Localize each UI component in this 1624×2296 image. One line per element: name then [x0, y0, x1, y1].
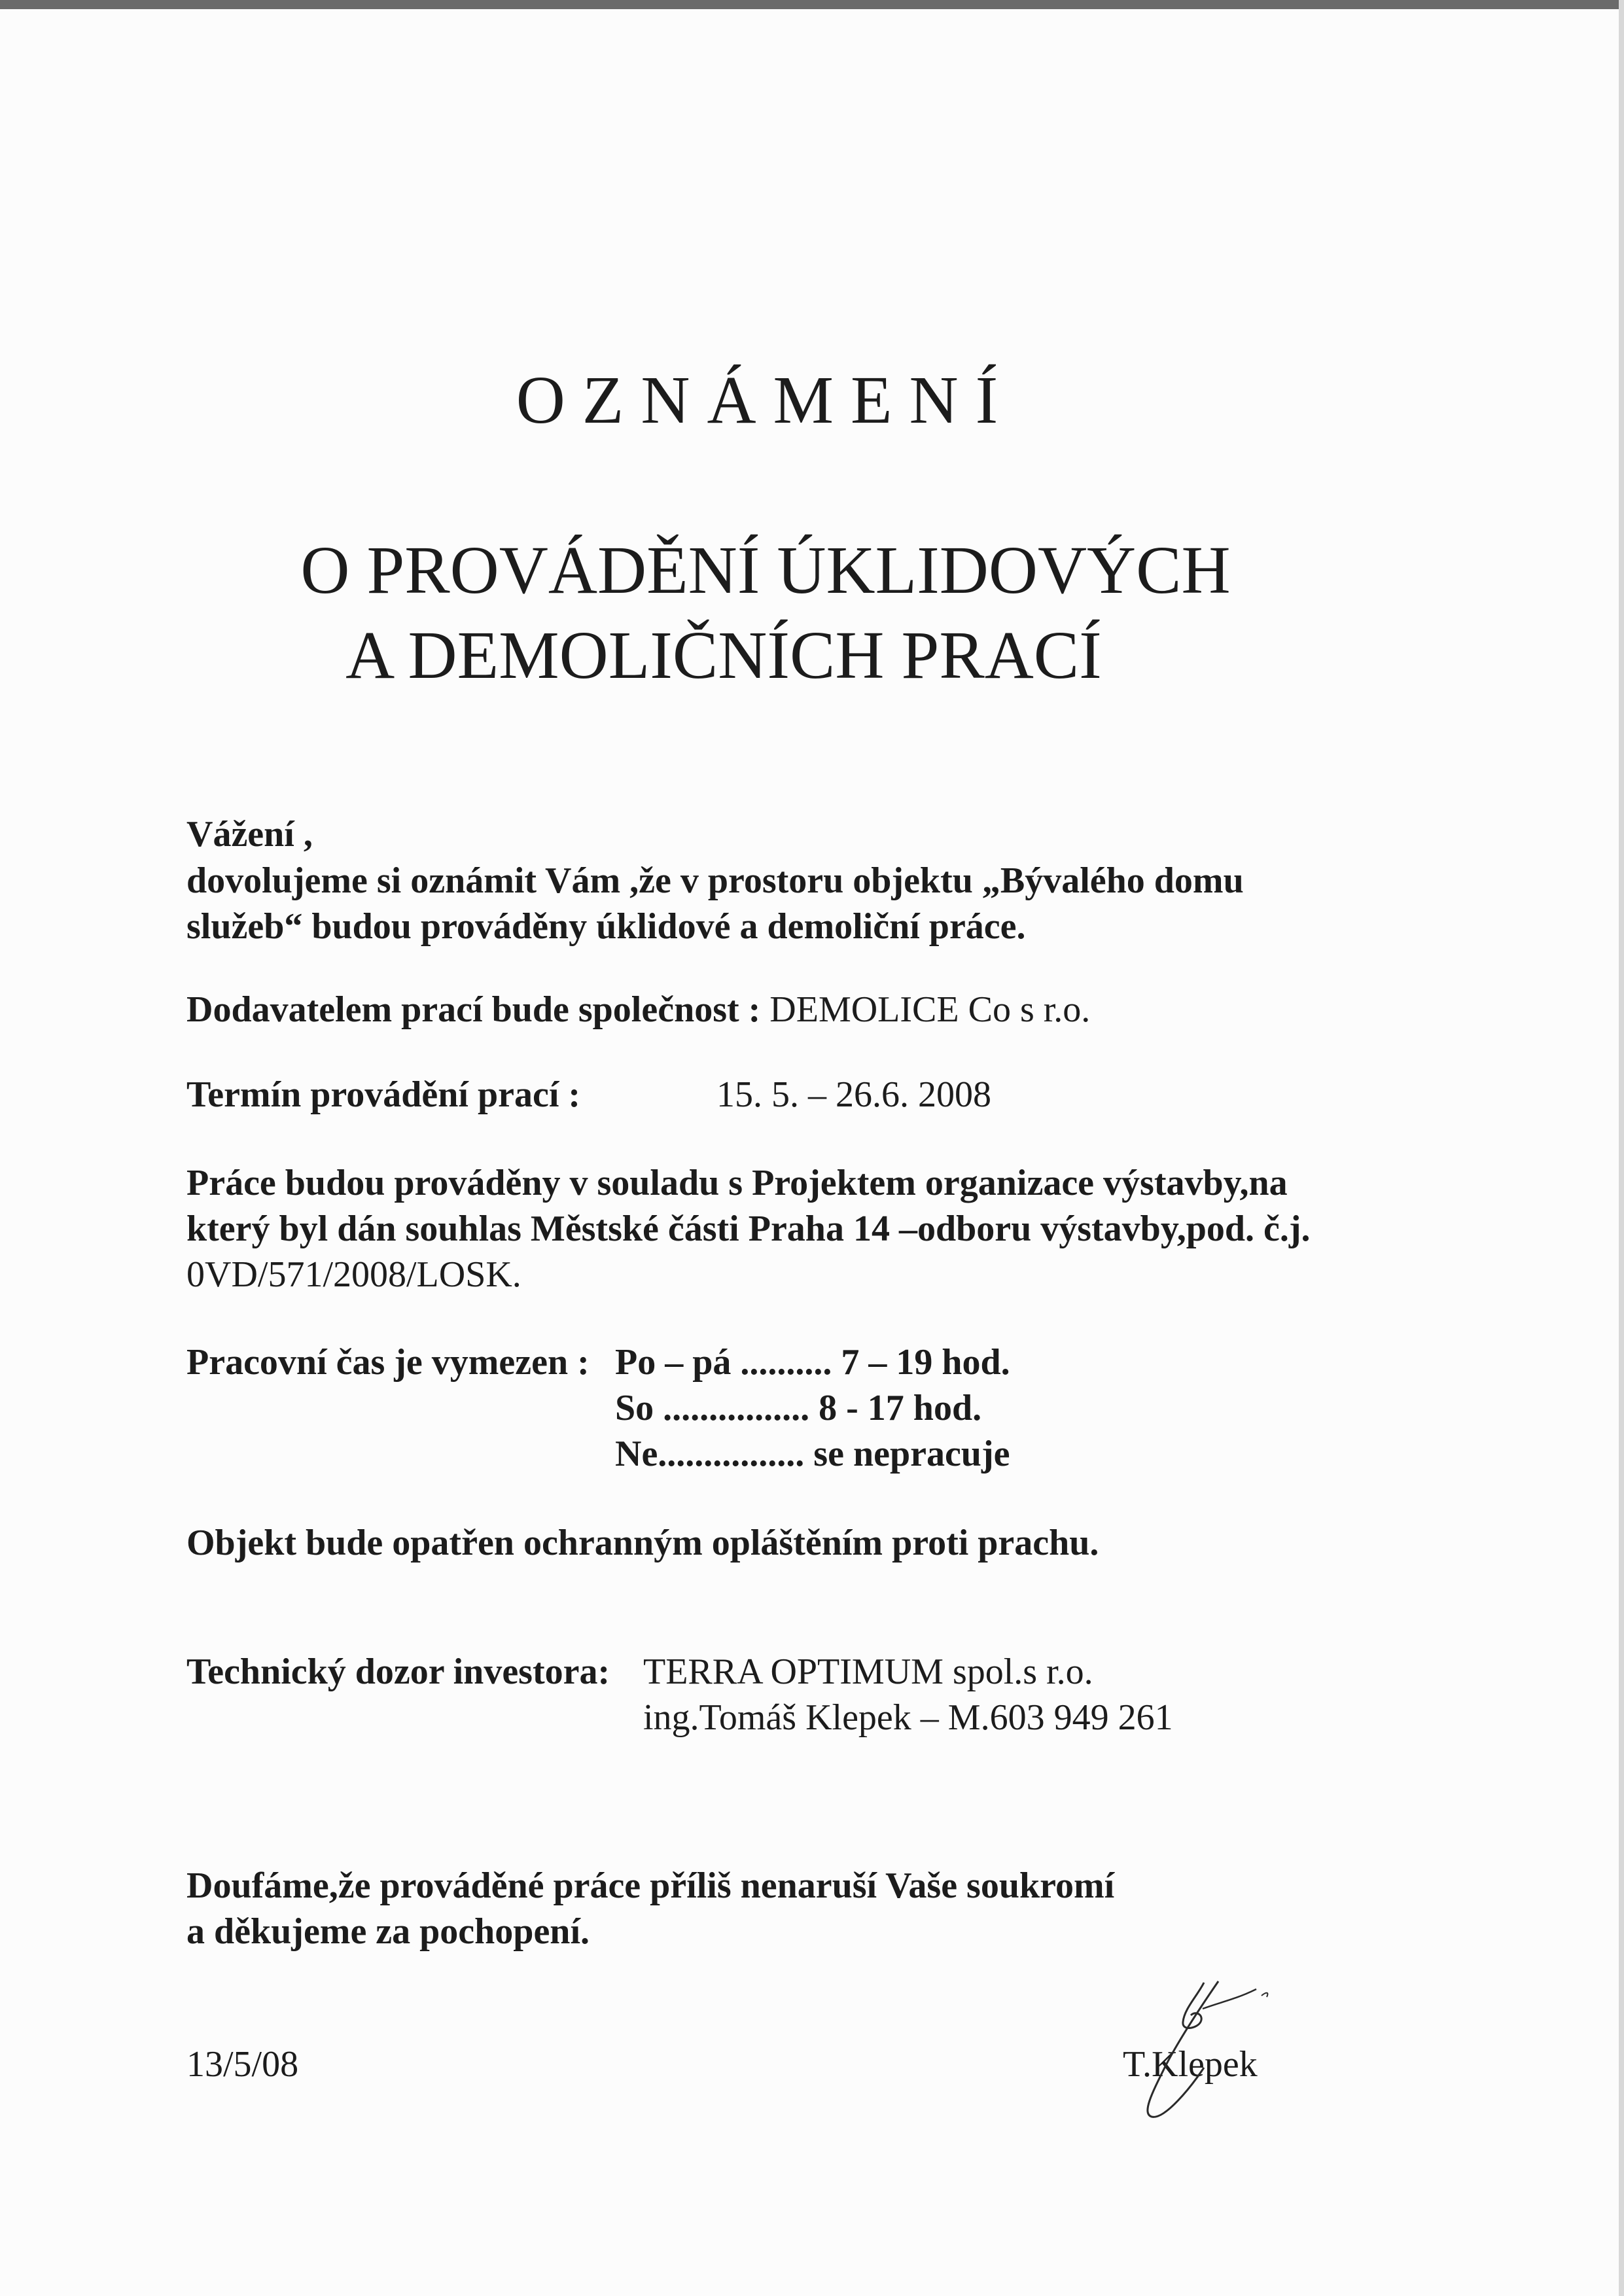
contractor-line: [186, 991, 1090, 1028]
contractor-label: Dodavatelem prací bude společnost :: [186, 989, 770, 1030]
scan-edge-top: [0, 0, 1624, 9]
working-hours-saturday: So ................ 8 - 17 hod.: [615, 1388, 982, 1428]
supervision-label: Technický dozor investora:: [186, 1651, 610, 1692]
working-hours-sunday: Ne................ se nepracuje: [615, 1434, 1010, 1474]
protection-note: Objekt bude opatřen ochranným opláštěním proti prachu.: [186, 1523, 1099, 1563]
supervision-company: TERRA OPTIMUM spol.s r.o.: [643, 1651, 1093, 1692]
supervision-contact: ing.Tomáš Klepek – M.603 949 261: [643, 1697, 1173, 1738]
handwritten-signature-icon: [1106, 1969, 1289, 2127]
intro-line-2: služeb“ budou prováděny úklidové a demoliční práce.: [186, 906, 1026, 947]
document-subtitle-line-1: O PROVÁDĚNÍ ÚKLIDOVÝCH: [300, 533, 1231, 608]
document-title: OZNÁMENÍ: [516, 362, 1015, 438]
working-hours-weekdays: Po – pá .......... 7 – 19 hod.: [615, 1342, 1010, 1383]
term-value: 15. 5. – 26.6. 2008: [716, 1074, 991, 1115]
scan-edge-right: [1619, 0, 1624, 2296]
signatory-name: T.Klepek: [1123, 2044, 1258, 2085]
document-subtitle-line-2: A DEMOLIČNÍCH PRACÍ: [345, 618, 1102, 693]
intro-line-1: dovolujeme si oznámit Vám ,že v prostoru objektu „Bývalého domu: [186, 860, 1244, 901]
greeting: Vážení ,: [186, 814, 313, 855]
closing-line-2: a děkujeme za pochopení.: [186, 1911, 590, 1952]
project-line-2: který byl dán souhlas Městské části Praha 14 –odboru výstavby,pod. č.j.: [186, 1209, 1311, 1249]
project-line-1: Práce budou prováděny v souladu s Projektem organizace výstavby,na: [186, 1163, 1288, 1203]
contractor-value: DEMOLICE Co s r.o.: [769, 989, 1091, 1030]
working-hours-label: Pracovní čas je vymezen :: [186, 1342, 590, 1383]
term-label: Termín provádění prací :: [186, 1074, 581, 1115]
project-line-3: 0VD/571/2008/LOSK.: [186, 1254, 521, 1295]
closing-line-1: Doufáme,že prováděné práce příliš nenaruší Vaše soukromí: [186, 1865, 1115, 1906]
document-date: 13/5/08: [186, 2044, 299, 2085]
